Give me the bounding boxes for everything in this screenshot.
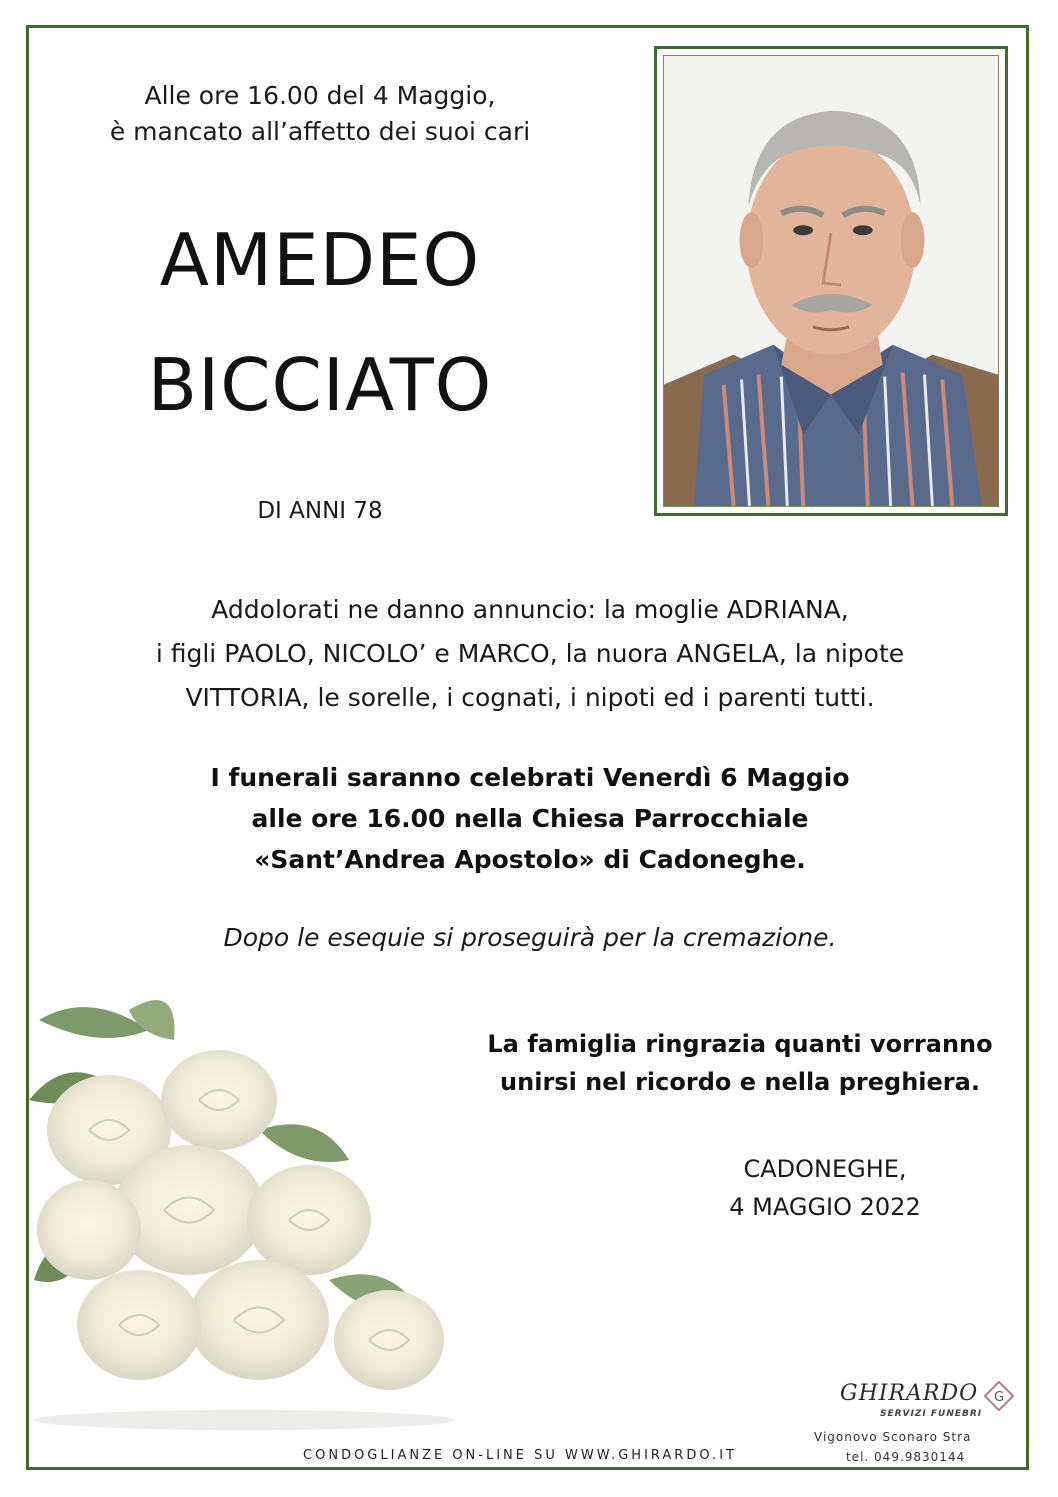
white-roses-icon [29, 980, 459, 1430]
logo-mark-letter: G [993, 1390, 1005, 1405]
logo-phone: tel. 049.9830144 [846, 1450, 966, 1464]
family-thanks [470, 1025, 1010, 1101]
funeral-line-2: alle ore 16.00 nella Chiesa Parrocchiale [251, 804, 809, 833]
funeral-details [90, 757, 970, 880]
deceased-last-name: BICCIATO [147, 343, 493, 427]
funeral-line-1: I funerali saranno celebrati Venerdì 6 Maggio [210, 763, 850, 792]
cremation-note: Dopo le esequie si proseguirà per la cremazione. [223, 923, 837, 952]
thanks-line-2: unirsi nel ricordo e nella preghiera. [500, 1068, 980, 1096]
date: 4 MAGGIO 2022 [729, 1193, 921, 1221]
announcement-line-1: Addolorati ne danno annuncio: la moglie ADRIANA, [211, 595, 849, 624]
portrait-photo-icon [664, 56, 998, 506]
announcement-line-3: VITTORIA, le sorelle, i cognati, i nipoti ed i parenti tutti. [185, 683, 875, 712]
thanks-line-1: La famiglia ringrazia quanti vorranno [487, 1030, 993, 1058]
announcement-line-2: i figli PAOLO, NICOLO’ e MARCO, la nuora ANGELA, la nipote [155, 639, 905, 668]
logo-towns: Vigonovo Sconaro Stra [814, 1430, 972, 1444]
white-roses-image [29, 980, 459, 1430]
portrait-frame [654, 46, 1008, 516]
portrait-photo [663, 55, 999, 507]
online-condolences-link[interactable]: CONDOGLIANZE ON-LINE SU WWW.GHIRARDO.IT [303, 1448, 737, 1463]
place-and-date [720, 1150, 930, 1226]
intro-line-2: è mancato all’affetto dei suoi cari [109, 117, 531, 146]
place: CADONEGHE, [743, 1155, 907, 1183]
funeral-line-3: «Sant’Andrea Apostolo» di Cadoneghe. [254, 845, 806, 874]
intro-line-1: Alle ore 16.00 del 4 Maggio, [144, 81, 496, 110]
deceased-first-name: AMEDEO [159, 218, 481, 302]
funeral-home-logo [828, 1375, 1038, 1435]
logo-brand-name: GHIRARDO [840, 1381, 979, 1406]
deceased-age: DI ANNI 78 [257, 498, 383, 524]
logo-subtitle: SERVIZI FUNEBRI [880, 1409, 983, 1419]
family-announcement [90, 588, 970, 720]
death-notice-intro [60, 78, 580, 150]
logo-diamond-icon [984, 1381, 1014, 1411]
